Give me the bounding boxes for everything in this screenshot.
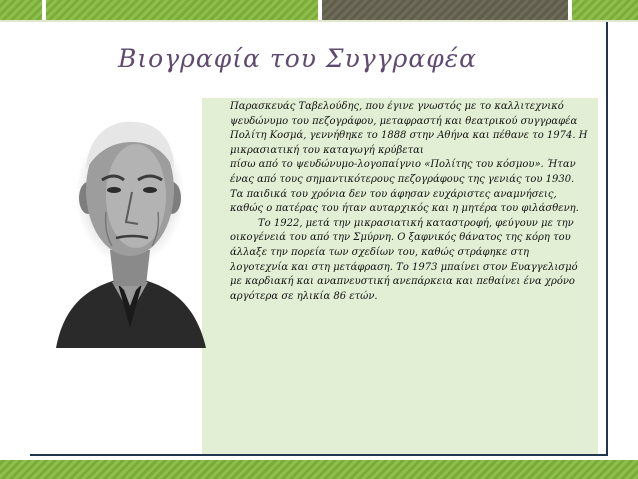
top-tab-right <box>572 0 638 20</box>
author-portrait <box>46 100 214 348</box>
bio-paragraph-1: Παρασκευάς Ταβελούδης, που έγινε γνωστός με το καλλιτεχνικό ψευδώνυμο του πεζογράφου, μεταφραστή και θεατρικού συγγραφέα Πολίτη Κοσμά, γεννήθηκε το 1888 στην Αθήνα και πέθανε το 1974. Η μικρασιατική του καταγωγή κρύβεται <box>230 101 588 156</box>
top-tab-accent <box>322 0 568 20</box>
top-tab-left <box>0 0 42 20</box>
top-decorative-band <box>0 0 638 24</box>
bio-paragraph-2: πίσω από το ψευδώνυμο-λογοπαίγνιο «Πολίτης του κόσμου». Ήταν ένας από τους σημαντικότερους πεζογράφους της γενιάς του 1930. Τα παιδικά του χρόνια δεν του άφησαν ευχάριστες αναμνήσεις, καθώς ο πατέρας του ήταν αυταρχικός και η μητέρα του φιλάσθενη. <box>230 159 579 215</box>
slide-title: Βιογραφία του Συγγραφέα <box>118 44 478 73</box>
portrait-drawing <box>46 100 214 348</box>
bottom-decorative-band <box>0 458 638 479</box>
biography-text <box>230 100 590 304</box>
top-tab-mid <box>46 0 318 20</box>
bio-paragraph-3: Το 1922, μετά την μικρασιατική καταστροφή, φεύγουν με την οικογένειά του από την Σμύρνη. Ο ξαφνικός θάνατος της κόρη του άλλαξε την πορεία των σχεδίων του, καθώς στράφηκε στη λογοτεχνία και στη μετάφραση. Το 1973 μπαίνει στον Ευαγγελισμό με καρδιακή και αναπνευστική ανεπάρκεια και πεθαίνει ένα χρόνο αργότερα σε ηλικία 86 ετών. <box>230 217 578 302</box>
